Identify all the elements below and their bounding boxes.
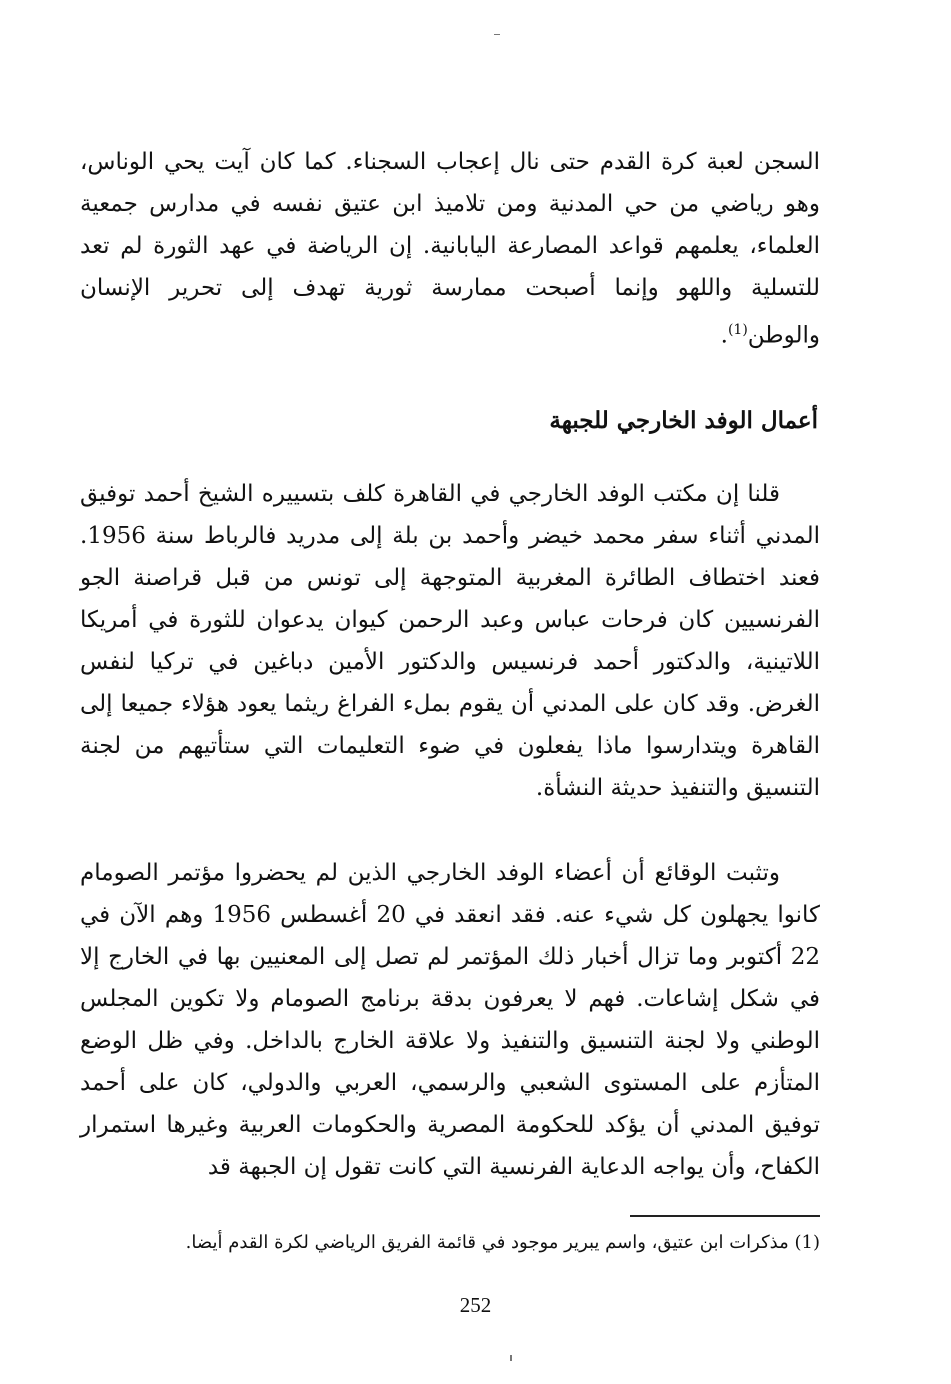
footnote-reference: (1) (727, 322, 748, 338)
page-number: 252 (459, 1293, 492, 1317)
paragraph-continued (80, 141, 820, 357)
paragraph-2: قلنا إن مكتب الوفد الخارجي في القاهرة كلف بتسييره الشيخ أحمد توفيق المدني أثناء سفر محمد خيضر وأحمد بن بلة إلى مدريد فالرباط سنة 1956. فعند اختطاف الطائرة المغربية المتوجهة إلى تونس من قبل قراصنة الجو الفرنسيين كان فرحات عباس وعبد الرحمن كيوان يدعوان للثورة في أمريكا اللاتينية، والدكتور أحمد فرنسيس والدكتور الأمين دباغين في تركيا لنفس الغرض. وقد كان على المدني أن يقوم بملء الفراغ ريثما يعود هؤلاء جميعا إلى القاهرة ويتدارسوا ماذا يفعلون في ضوء التعليمات التي ستأتيهم من لجنة التنسيق والتنفيذ حديثة النشأة. (80, 481, 820, 801)
footnote-divider (630, 1215, 820, 1217)
footnote: (1) مذكرات ابن عتيق، واسم يبرير موجود في قائمة الفريق الرياضي لكرة القدم أيضا. (185, 1232, 820, 1253)
scan-speck (510, 1355, 512, 1361)
section-heading: أعمال الوفد الخارجي للجبهة (549, 407, 818, 434)
paragraph-1-text: السجن لعبة كرة القدم حتى نال إعجاب السجناء. كما كان آيت يحي الوناس، وهو رياضي من حي المدنية ومن تلاميذ ابن عتيق نفسه في مدارس جمعية العلماء، يعلمهم قواعد المصارعة اليابانية. إن الرياضة في عهد الثورة لم تعد للتسلية واللهو وإنما أصبحت ممارسة ثورية تهدف إلى تحرير الإنسان والوطن (80, 149, 820, 349)
paragraph-1-end: . (720, 322, 728, 349)
scan-speck (494, 34, 500, 35)
paragraph-3: وتثبت الوقائع أن أعضاء الوفد الخارجي الذين لم يحضروا مؤتمر الصومام كانوا يجهلون كل شيء عنه. فقد انعقد في 20 أغسطس 1956 وهم الآن في 22 أكتوبر وما تزال أخبار ذلك المؤتمر لم تصل إلى المعنيين بها في الخارج إلا في شكل إشاعات. فهم لا يعرفون بدقة برنامج الصومام ولا تكوين المجلس الوطني ولا لجنة التنسيق والتنفيذ ولا علاقة الخارج بالداخل. وفي ظل الوضع المتأزم على المستوى الشعبي والرسمي، العربي والدولي، كان على أحمد توفيق المدني أن يؤكد للحكومة المصرية والحكومات العربية وغيرها استمرار الكفاح، وأن يواجه الدعاية الفرنسية التي كانت تقول إن الجبهة قد (80, 860, 821, 1180)
